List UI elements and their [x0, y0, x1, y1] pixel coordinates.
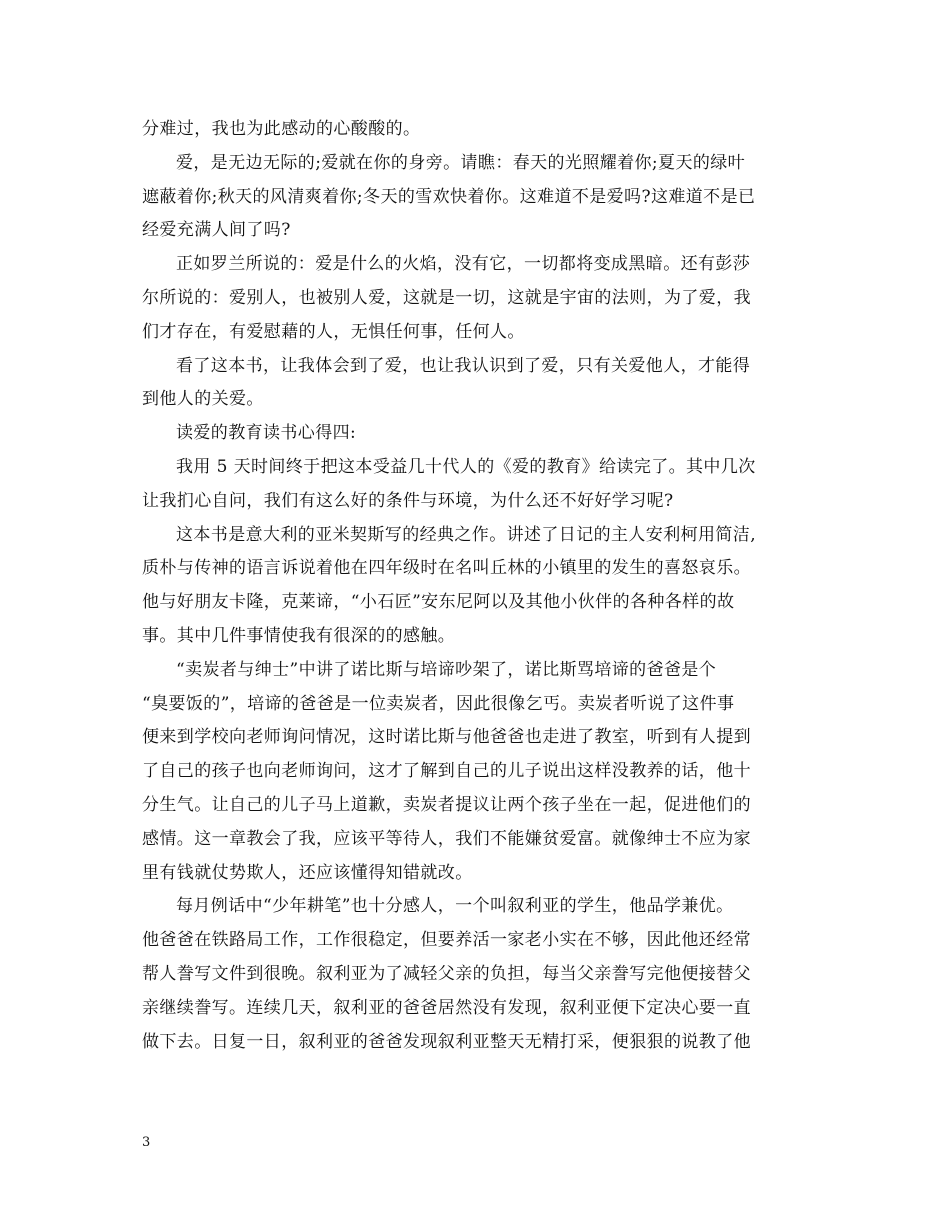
text-line: 遮蔽着你;秋天的风清爽着你;冬天的雪欢快着你。这难道不是爱吗?这难道不是已 [142, 186, 756, 207]
text-line: 经爱充满人间了吗? [142, 220, 291, 241]
text-line: 正如罗兰所说的：爱是什么的火焰，没有它，一切都将变成黑暗。还有彭莎 [176, 254, 751, 275]
text-line: 分难过，我也为此感动的心酸酸的。 [142, 119, 421, 139]
text-line: 们才存在，有爱慰藉的人，无惧任何事，任何人。 [142, 321, 525, 342]
text-line: 感情。这一章教会了我，应该平等待人，我们不能嫌贫爱富。就像绅士不应为家 [142, 828, 751, 849]
body-text [142, 113, 814, 1059]
page-number: 3 [142, 1135, 151, 1150]
text-line: 帮人誊写文件到很晚。叙利亚为了减轻父亲的负担，每当父亲誊写完他便接替父 [142, 963, 751, 984]
text-line: 亲继续誊写。连续几天，叙利亚的爸爸居然没有发现，叙利亚便下定决心要一直 [142, 997, 751, 1018]
text-line: 分生气。让自己的儿子马上道歉，卖炭者提议让两个孩子坐在一起，促进他们的 [142, 794, 751, 815]
text-line: “臭要饭的”，培谛的爸爸是一位卖炭者，因此很像乞丐。卖炭者听说了这件事 [142, 693, 735, 714]
text-line: “卖炭者与绅士”中讲了诺比斯与培谛吵架了，诺比斯骂培谛的爸爸是个 [176, 659, 717, 680]
text-line: 让我扪心自问，我们有这么好的条件与环境，为什么还不好好学习呢? [142, 490, 674, 511]
text-line: 便来到学校向老师询问情况，这时诺比斯与他爸爸也走进了教室，听到有人提到 [142, 727, 751, 748]
text-line: 爱，是无边无际的;爱就在你的身旁。请瞧：春天的光照耀着你;夏天的绿叶 [176, 152, 746, 173]
text-line: 做下去。日复一日，叙利亚的爸爸发现叙利亚整天无精打采，便狠狠的说教了他 [142, 1031, 751, 1052]
text-line: 读爱的教育读书心得四: [176, 423, 357, 444]
text-line: 他爸爸在铁路局工作，工作很稳定，但要养活一家老小实在不够，因此他还经常 [142, 930, 751, 951]
text-line: 每月例话中“少年耕笔”也十分感人，一个叫叙利亚的学生，他品学兼优。 [176, 896, 734, 917]
text-line: 到他人的关爱。 [142, 389, 264, 410]
text-line: 尔所说的：爱别人，也被别人爱，这就是一切，这就是宇宙的法则，为了爱，我 [142, 287, 751, 308]
text-line: 我用 5 天时间终于把这本受益几十代人的《爱的教育》给读完了。其中几次 [176, 456, 756, 477]
text-line: 这本书是意大利的亚米契斯写的经典之作。讲述了日记的主人安利柯用简洁, [176, 524, 757, 545]
text-line: 里有钱就仗势欺人，还应该懂得知错就改。 [142, 862, 473, 883]
text-line: 看了这本书，让我体会到了爱，也让我认识到了爱，只有关爱他人，才能得 [176, 355, 751, 376]
text-line: 质朴与传神的语言诉说着他在四年级时在名叫丘林的小镇里的发生的喜怒哀乐。 [142, 558, 751, 579]
text-line: 了自己的孩子也向老师询问，这才了解到自己的儿子说出这样没教养的话，他十 [142, 761, 751, 782]
text-line: 事。其中几件事情使我有很深的的感触。 [142, 625, 456, 646]
text-line: 他与好朋友卡隆，克莱谛，“小石匠”安东尼阿以及其他小伙伴的各种各样的故 [142, 592, 735, 613]
